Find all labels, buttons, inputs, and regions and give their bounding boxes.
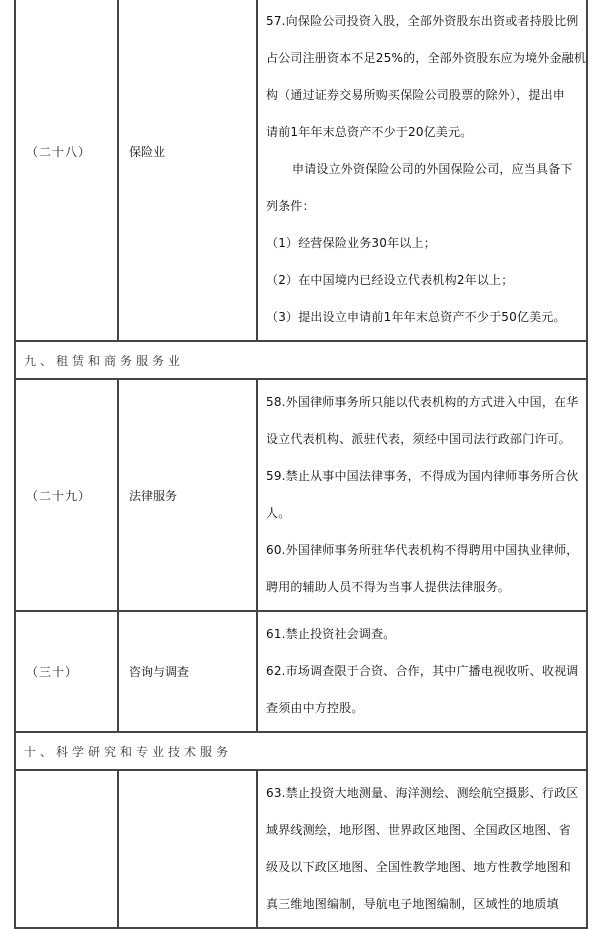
item-code-cell — [15, 770, 118, 928]
item-code-cell: （二十八） — [15, 0, 118, 341]
item-name-cell: 保险业 — [118, 0, 257, 341]
item-code-cell: （三十） — [15, 611, 118, 732]
section-header-row — [15, 732, 587, 770]
content-line: （3）提出设立申请前1年年末总资产不少于50亿美元。 — [266, 310, 566, 324]
regulation-table-body — [15, 0, 587, 928]
content-line: （1）经营保险业务30年以上； — [266, 236, 436, 250]
content-line: 域界线测绘，地形图、世界政区地图、全国政区地图、省 — [266, 823, 572, 837]
table-row-surveying — [15, 770, 587, 928]
item-content-cell — [257, 611, 587, 732]
content-line: 62.市场调查限于合资、合作，其中广播电视收听、收视调 — [266, 664, 579, 678]
content-line: 列条件： — [266, 199, 315, 213]
table-row-legal-services — [15, 379, 587, 611]
item-name-cell: 法律服务 — [118, 379, 257, 611]
content-line: 人。 — [266, 506, 291, 520]
item-content-cell — [257, 379, 587, 611]
content-line: 58.外国律师事务所只能以代表机构的方式进入中国，在华 — [266, 395, 579, 409]
table-row-insurance — [15, 0, 587, 341]
section-header-row — [15, 341, 587, 379]
content-line: 63.禁止投资大地测量、海洋测绘、测绘航空摄影、行政区 — [266, 786, 579, 800]
content-line: 聘用的辅助人员不得为当事人提供法律服务。 — [266, 580, 511, 594]
content-line: （2）在中国境内已经设立代表机构2年以上； — [266, 273, 514, 287]
content-line: 占公司注册资本不足25%的，全部外资股东应为境外金融机 — [266, 51, 587, 65]
content-line: 构（通过证券交易所购买保险公司股票的除外），提出申 — [266, 88, 566, 102]
content-line: 请前1年年末总资产不少于20亿美元。 — [266, 125, 473, 139]
content-line: 查须由中方控股。 — [266, 701, 364, 715]
content-line: 申请设立外资保险公司的外国保险公司，应当具备下 — [292, 162, 573, 176]
content-line: 61.禁止投资社会调查。 — [266, 627, 396, 641]
regulation-table — [14, 0, 588, 929]
item-content-cell — [257, 0, 587, 341]
content-line: 真三维地图编制，导航电子地图编制，区域性的地质填 — [266, 897, 559, 911]
section-title: 九、租赁和商务服务业 — [15, 341, 587, 379]
item-code-cell: （二十九） — [15, 379, 118, 611]
document-page — [14, 0, 586, 929]
content-line: 59.禁止从事中国法律事务，不得成为国内律师事务所合伙 — [266, 469, 579, 483]
content-line: 级及以下政区地图、全国性教学地图、地方性教学地图和 — [266, 860, 572, 874]
section-title: 十、科学研究和专业技术服务 — [15, 732, 587, 770]
item-name-cell: 咨询与调查 — [118, 611, 257, 732]
content-line: 60.外国律师事务所驻华代表机构不得聘用中国执业律师， — [266, 543, 579, 557]
item-content-cell — [257, 770, 587, 928]
table-row-consulting-survey — [15, 611, 587, 732]
item-name-cell — [118, 770, 257, 928]
content-line: 设立代表机构、派驻代表，须经中国司法行政部门许可。 — [266, 432, 572, 446]
content-line: 57.向保险公司投资入股，全部外资股东出资或者持股比例 — [266, 14, 579, 28]
